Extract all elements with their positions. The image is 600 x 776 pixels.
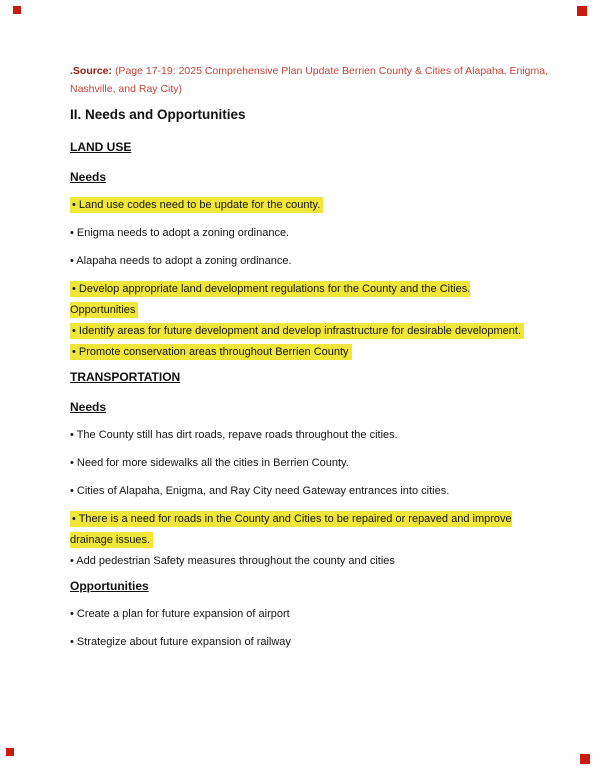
highlighted-text: • Promote conservation areas throughout Berrien County xyxy=(70,344,352,360)
bullet-item xyxy=(70,321,540,342)
bullet-item: • Need for more sidewalks all the cities in Berrien County. xyxy=(70,457,349,469)
highlighted-text: • Develop appropriate land development regulations for the County and the Cities. Opportunities xyxy=(70,283,471,316)
heading-opportunities-transportation: Opportunities xyxy=(70,579,149,593)
bullet-item: • Add pedestrian Safety measures throughout the county and cities xyxy=(70,555,395,567)
bullet-item xyxy=(70,195,540,216)
heading-needs-land-use: Needs xyxy=(70,170,107,184)
bullet-item xyxy=(70,342,540,363)
corner-marker-top-right xyxy=(577,6,587,16)
source-note xyxy=(70,62,549,98)
heading-needs-transportation: Needs xyxy=(70,400,107,414)
heading-land-use: LAND USE xyxy=(70,140,132,154)
source-citation-line-1: (Page 17-19: 2025 Comprehensive Plan Update Berrien County & Cities of Alapaha, Enigma, Nashville, and Ray City) xyxy=(70,65,549,95)
bullet-item: • The County still has dirt roads, repave roads throughout the cities. xyxy=(70,429,398,441)
highlighted-text: • Identify areas for future development and develop infrastructure for desirable development. xyxy=(70,323,524,339)
bullet-item xyxy=(70,509,540,551)
bullet-item: • Alapaha needs to adopt a zoning ordinance. xyxy=(70,255,292,267)
bullet-item: • Create a plan for future expansion of airport xyxy=(70,608,290,620)
corner-marker-bottom-left xyxy=(6,748,14,756)
highlighted-text: • Land use codes need to be update for the county. xyxy=(70,197,323,213)
highlighted-text: • There is a need for roads in the County and Cities to be repaired or repaved and improve drainage issues. xyxy=(70,513,512,546)
bullet-item: • Cities of Alapaha, Enigma, and Ray City need Gateway entrances into cities. xyxy=(70,485,450,497)
section-title: II. Needs and Opportunities xyxy=(70,107,246,122)
bullet-item: • Strategize about future expansion of railway xyxy=(70,636,291,648)
corner-marker-top-left xyxy=(13,6,21,14)
bullet-item: • Enigma needs to adopt a zoning ordinance. xyxy=(70,227,290,239)
heading-transportation: TRANSPORTATION xyxy=(70,370,181,384)
source-citation-line-2: Nashville, and Ray City) xyxy=(70,83,183,95)
bullet-item xyxy=(70,279,540,321)
corner-marker-bottom-right xyxy=(580,754,590,764)
source-label: .Source: xyxy=(70,65,113,77)
